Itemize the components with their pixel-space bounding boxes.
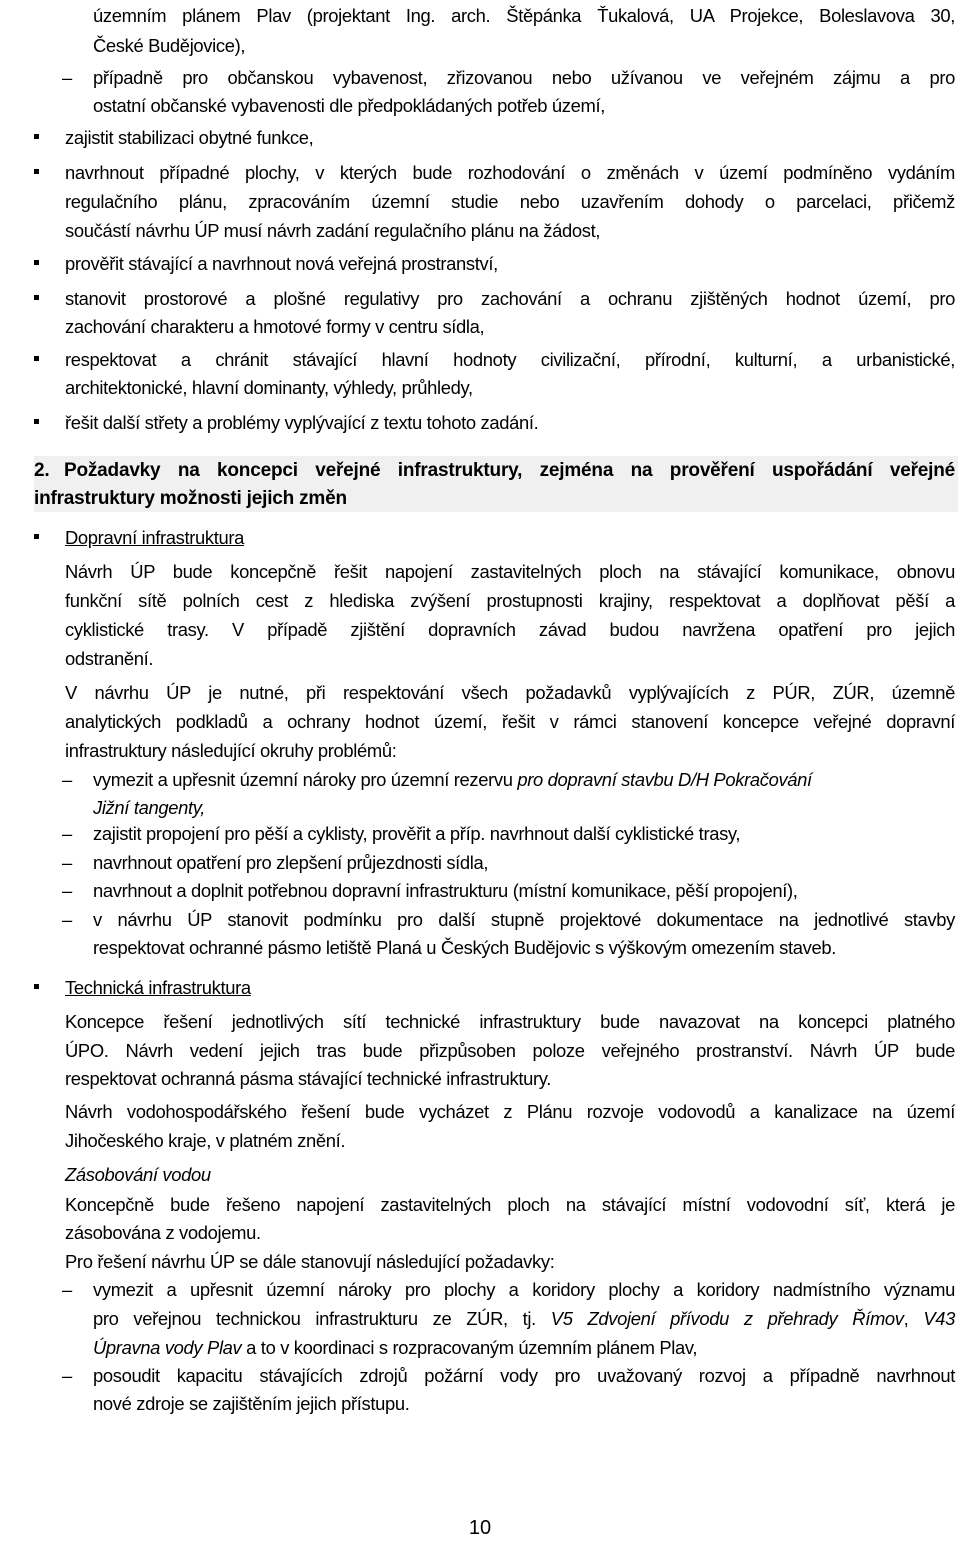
bullet-marker (34, 356, 39, 361)
text-line: územním plánem Plav (projektant Ing. arch. Štěpánka Ťukalová, UA Projekce, Boleslavova 30, (93, 5, 955, 26)
text-line: V návrhu ÚP je nutné, při respektování všech požadavků vyplývajících z PÚR, ZÚR, územně (65, 682, 955, 703)
text-line: řešit další střety a problémy vyplývající z textu tohoto zadání. (65, 412, 539, 433)
text-run-italic: V5 Zdvojení přívodu z přehrady Římov (550, 1308, 904, 1329)
text-line: analytických podkladů a ochrany hodnot území, řešit v rámci stanovení koncepce veřejné dopravní (65, 711, 955, 732)
bullet-marker (34, 534, 39, 539)
text-line: posoudit kapacitu stávajících zdrojů požární vody pro uvažovaný rozvoj a případně navrhnout (93, 1365, 955, 1386)
text-line: zajistit stabilizaci obytné funkce, (65, 127, 314, 148)
text-line: prověřit stávající a navrhnout nová veřejná prostranství, (65, 253, 498, 274)
bullet-marker (34, 984, 39, 989)
text-run: vymezit a upřesnit územní nároky pro územní rezervu (93, 769, 518, 790)
text-line: zachování charakteru a hmotové formy v centru sídla, (65, 316, 485, 337)
text-line (93, 1305, 955, 1333)
text-line: Pro řešení návrhu ÚP se dále stanovují následující požadavky: (65, 1251, 555, 1272)
text-run-italic: Úpravna vody Plav (93, 1337, 242, 1358)
text-line: Koncepce řešení jednotlivých sítí technické infrastruktury bude navazovat na koncepci platného (65, 1011, 955, 1032)
text-line (93, 766, 812, 794)
dash-marker: – (62, 909, 72, 930)
dash-marker: – (62, 67, 72, 88)
text-run: pro veřejnou technickou infrastrukturu ze ZÚR, tj. (93, 1308, 551, 1329)
text-line: infrastruktury následující okruhy problémů: (65, 740, 397, 761)
text-line: odstranění. (65, 648, 154, 669)
bullet-marker (34, 419, 39, 424)
text-line: navrhnout opatření pro zlepšení průjezdnosti sídla, (93, 852, 489, 873)
text-line: Jižní tangenty, (93, 797, 205, 818)
text-line: zajistit propojení pro pěší a cyklisty, prověřit a příp. navrhnout další cyklistické trasy, (93, 823, 741, 844)
text-line: v návrhu ÚP stanovit podmínku pro další stupně projektové dokumentace na jednotlivé stavby (93, 909, 955, 930)
dash-marker: – (62, 769, 72, 790)
text-line: architektonické, hlavní dominanty, výhledy, průhledy, (65, 377, 473, 398)
text-line: ostatní občanské vybavenosti dle předpokládaných potřeb území, (93, 95, 605, 116)
page-number: 10 (468, 1517, 492, 1539)
text-run: , (903, 1308, 924, 1329)
text-run-italic: pro dopravní stavbu D/H Pokračování (517, 769, 812, 790)
dash-marker: – (62, 1365, 72, 1386)
bullet-marker (34, 134, 39, 139)
text-line: respektovat ochranné pásmo letiště Planá u Českých Budějovic s výškovým omezením staveb. (93, 937, 836, 958)
bullet-marker (34, 260, 39, 265)
dash-marker: – (62, 1279, 72, 1300)
text-line: navrhnout a doplnit potřebnou dopravní infrastrukturu (místní komunikace, pěší propojení), (93, 880, 798, 901)
text-line: navrhnout případné plochy, v kterých bude rozhodování o změnách v území podmíněno vydáním (65, 162, 955, 183)
text-line: Návrh ÚP bude koncepčně řešit napojení zastavitelných ploch na stávající komunikace, obnovu (65, 561, 955, 582)
bullet-marker (34, 295, 39, 300)
text-line: vymezit a upřesnit územní nároky pro plochy a koridory plochy a koridory nadmístního významu (93, 1279, 955, 1300)
text-line: České Budějovice), (93, 35, 246, 56)
subsection-label: Dopravní infrastruktura (65, 527, 244, 548)
text-line: Návrh vodohospodářského řešení bude vycházet z Plánu rozvoje vodovodů a kanalizace na území (65, 1101, 955, 1122)
bullet-marker (34, 169, 39, 174)
text-line: Koncepčně bude řešeno napojení zastavitelných ploch na stávající místní vodovodní síť, která je (65, 1194, 955, 1215)
text-line: stanovit prostorové a plošné regulativy pro zachování a ochranu zjištěných hodnot území, pro (65, 288, 955, 309)
text-line: funkční sítě polních cest z hlediska zvýšení prostupnosti krajiny, respektovat a doplňovat pěší a (65, 590, 955, 611)
text-line: součástí návrhu ÚP musí návrh zadání regulačního plánu na žádost, (65, 220, 601, 241)
text-line: případně pro občanskou vybavenost, zřizovanou nebo užívanou ve veřejném zájmu a pro (93, 67, 955, 88)
sub-heading: Zásobování vodou (65, 1164, 211, 1185)
section-number: 2. (34, 460, 50, 481)
text-run-italic: V43 (923, 1308, 955, 1329)
text-run: a to v koordinaci s rozpracovaným územním plánem Plav, (241, 1337, 698, 1358)
text-line: respektovat ochranná pásma stávající technické infrastruktury. (65, 1068, 551, 1089)
text-line: zásobována z vodojemu. (65, 1222, 261, 1243)
subsection-label: Technická infrastruktura (65, 977, 251, 998)
dash-marker: – (62, 880, 72, 901)
section-title-line: infrastruktury možnosti jejich změn (34, 488, 347, 509)
text-line: ÚPO. Návrh vedení jejich tras bude přizpůsoben poloze veřejného prostranství. Návrh ÚP bude (65, 1040, 955, 1061)
dash-marker: – (62, 852, 72, 873)
dash-marker: – (62, 823, 72, 844)
text-line: nové zdroje se zajištěním jejich přístupu. (93, 1393, 410, 1414)
text-line (93, 1334, 697, 1362)
text-line: cyklistické trasy. V případě zjištění dopravních závad budou navržena opatření pro jejich (65, 619, 955, 640)
section-title-line: Požadavky na koncepci veřejné infrastruktury, zejména na prověření uspořádání veřejné (64, 460, 955, 481)
text-line: Jihočeského kraje, v platném znění. (65, 1130, 346, 1151)
text-line: regulačního plánu, zpracováním územní studie nebo uzavřením dohody o parcelaci, přičemž (65, 191, 955, 212)
text-line: respektovat a chránit stávající hlavní hodnoty civilizační, přírodní, kulturní, a urbanistické, (65, 349, 955, 370)
